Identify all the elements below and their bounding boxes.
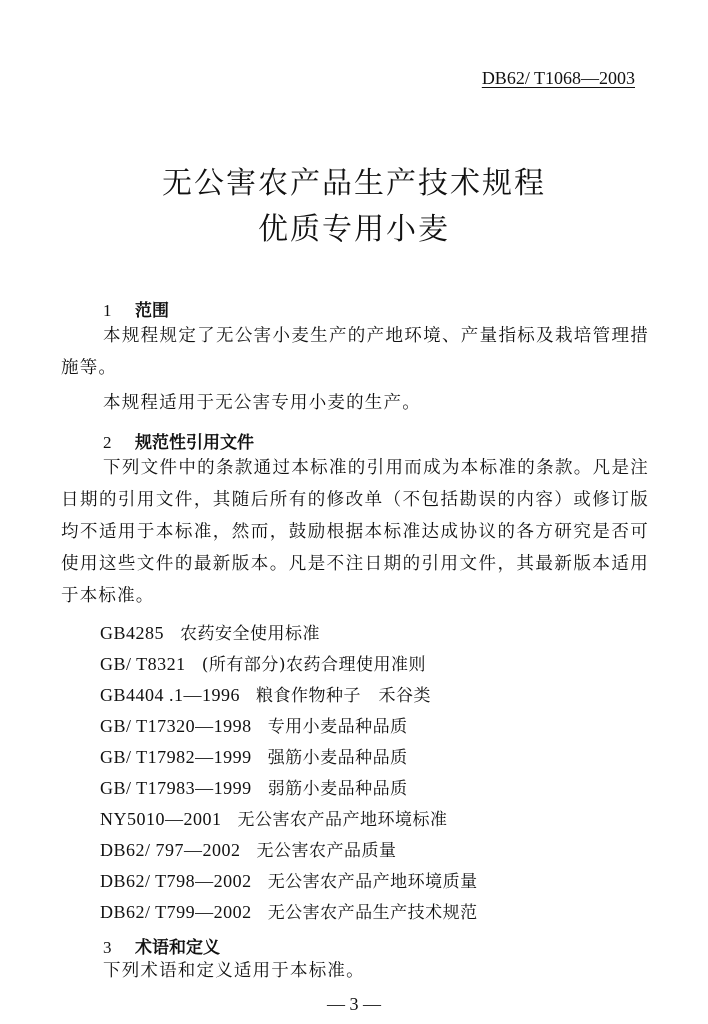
page-number: — 3 —	[327, 994, 381, 1014]
reference-item	[100, 867, 478, 892]
reference-title: 无公害农产品产地环境标准	[237, 810, 448, 830]
reference-code: DB62/ 797—2002	[100, 840, 241, 860]
reference-code: GB/ T17320—1998	[100, 716, 252, 736]
reference-item	[100, 805, 448, 830]
section-number: 2	[103, 433, 112, 452]
section-title: 规范性引用文件	[135, 433, 254, 453]
reference-code: DB62/ T798—2002	[100, 871, 252, 891]
section-title: 术语和定义	[135, 938, 220, 958]
reference-item	[100, 619, 320, 644]
reference-title: 粮食作物种子 禾谷类	[256, 686, 432, 706]
reference-title: 无公害农产品生产技术规范	[267, 903, 478, 923]
paragraph: 本规程规定了无公害小麦生产的产地环境、产量指标及栽培管理措施等。	[61, 326, 649, 378]
reference-code: GB4404 .1—1996	[100, 685, 241, 705]
reference-code: GB4285	[100, 623, 165, 643]
reference-title: 弱筋小麦品种品质	[267, 779, 408, 799]
reference-code: GB/ T17982—1999	[100, 747, 252, 767]
section-heading-normative-references	[103, 428, 254, 453]
reference-title: 强筋小麦品种品质	[267, 748, 408, 768]
reference-code: GB/ T17983—1999	[100, 778, 252, 798]
reference-code: GB/ T8321	[100, 654, 186, 674]
reference-title: 专用小麦品种品质	[267, 717, 408, 737]
reference-title: 农药安全使用标准	[180, 624, 321, 644]
section-number: 1	[103, 301, 112, 320]
document-number: DB62/ T1068—2003	[481, 68, 635, 88]
reference-item	[100, 681, 431, 706]
reference-item	[100, 774, 408, 799]
section-title: 范围	[135, 301, 169, 321]
reference-item	[100, 712, 408, 737]
paragraph: 下列术语和定义适用于本标准。	[103, 961, 365, 981]
reference-title: 无公害农产品产地环境质量	[267, 872, 478, 892]
section-heading-scope	[103, 296, 169, 321]
reference-item	[100, 743, 408, 768]
document-subtitle: 优质专用小麦	[258, 212, 450, 247]
reference-code: DB62/ T799—2002	[100, 902, 252, 922]
reference-item	[100, 650, 426, 675]
document-title: 无公害农产品生产技术规程	[162, 166, 546, 201]
reference-title: (所有部分)农药合理使用准则	[201, 655, 426, 675]
paragraph: 本规程适用于无公害专用小麦的生产。	[103, 393, 421, 413]
paragraph: 下列文件中的条款通过本标准的引用而成为本标准的条款。凡是注日期的引用文件，其随后所有的修改单（不包括勘误的内容）或修订版均不适用于本标准，然而，鼓励根据本标准达成协议的各方研究是否可使用这些文件的最新版本。凡是不注日期的引用文件，其最新版本适用于本标准。	[61, 458, 649, 606]
reference-title: 无公害农产品质量	[256, 841, 397, 861]
reference-code: NY5010—2001	[100, 809, 222, 829]
reference-item	[100, 836, 397, 861]
section-number: 3	[103, 938, 112, 957]
reference-item	[100, 898, 478, 923]
